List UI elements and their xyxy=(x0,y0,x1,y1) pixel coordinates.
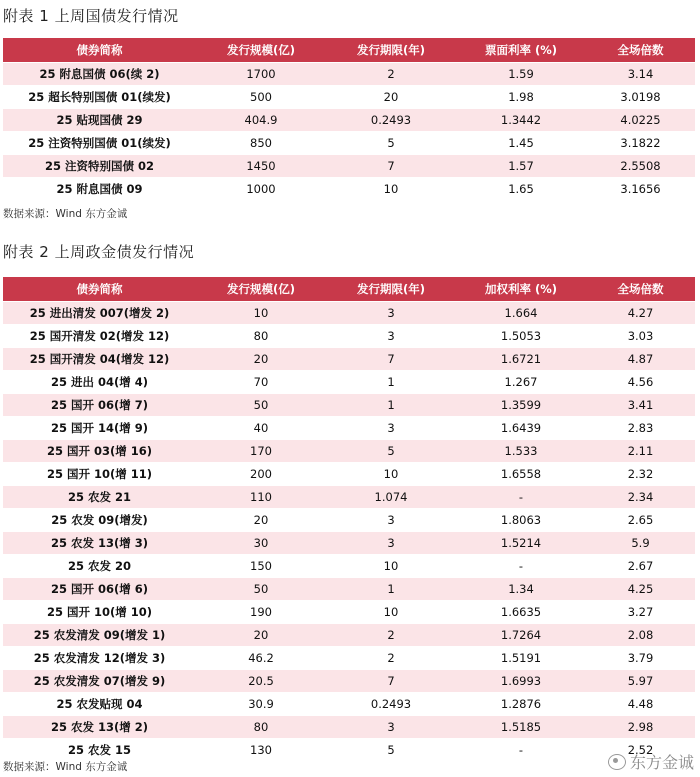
table-cell: - xyxy=(456,555,586,578)
table-cell: 10 xyxy=(326,178,456,201)
table-row xyxy=(3,348,695,371)
table-cell: 46.2 xyxy=(196,647,326,670)
bond-name-cell: 25 农发 15 xyxy=(3,739,196,762)
column-header: 全场倍数 xyxy=(586,277,695,302)
table-cell: 5.9 xyxy=(586,532,695,555)
table-cell: 4.56 xyxy=(586,371,695,394)
table-row xyxy=(3,463,695,486)
table-row xyxy=(3,440,695,463)
bond-name-cell: 25 国开 14(增 9) xyxy=(3,417,196,440)
table-cell: 1700 xyxy=(196,63,326,86)
table-cell: 20 xyxy=(196,509,326,532)
table-cell: 50 xyxy=(196,578,326,601)
bond-name-cell: 25 农发 09(增发) xyxy=(3,509,196,532)
table-row xyxy=(3,716,695,739)
table-row xyxy=(3,109,695,132)
table-row xyxy=(3,155,695,178)
table-cell: 1.5185 xyxy=(456,716,586,739)
table-cell: 1.5214 xyxy=(456,532,586,555)
header-row xyxy=(3,277,695,302)
table-cell: 170 xyxy=(196,440,326,463)
table-cell: 2.52 xyxy=(586,739,695,762)
column-header: 债券简称 xyxy=(3,38,196,63)
table-cell: 1450 xyxy=(196,155,326,178)
table-cell: 30.9 xyxy=(196,693,326,716)
table-cell: 3 xyxy=(326,716,456,739)
table-row xyxy=(3,132,695,155)
table-cell: 2 xyxy=(326,63,456,86)
column-header: 发行期限(年) xyxy=(326,38,456,63)
table-cell: 500 xyxy=(196,86,326,109)
table1-source: 数据来源：Wind 东方金诚 xyxy=(3,208,128,220)
table-cell: 130 xyxy=(196,739,326,762)
policy-bank-bond-table xyxy=(3,277,695,761)
table-cell: 1.98 xyxy=(456,86,586,109)
table-cell: 150 xyxy=(196,555,326,578)
bond-name-cell: 25 农发清发 09(增发 1) xyxy=(3,624,196,647)
table-cell: 5 xyxy=(326,739,456,762)
bond-name-cell: 25 国开 06(增 7) xyxy=(3,394,196,417)
table-cell: 1.65 xyxy=(456,178,586,201)
table-cell: 1.533 xyxy=(456,440,586,463)
table-cell: 7 xyxy=(326,348,456,371)
table-cell: 3.41 xyxy=(586,394,695,417)
table-cell: 1.7264 xyxy=(456,624,586,647)
table-cell: 80 xyxy=(196,325,326,348)
column-header: 票面利率 (%) xyxy=(456,38,586,63)
table-cell: 1.3442 xyxy=(456,109,586,132)
table-cell: 1.664 xyxy=(456,302,586,325)
table-cell: 1.3599 xyxy=(456,394,586,417)
column-header: 全场倍数 xyxy=(586,38,695,63)
table2-source: 数据来源：Wind 东方金诚 xyxy=(3,761,128,773)
table-cell: 1.6993 xyxy=(456,670,586,693)
bond-name-cell: 25 附息国债 06(续 2) xyxy=(3,63,196,86)
table-cell: 3 xyxy=(326,325,456,348)
table-cell: 0.2493 xyxy=(326,109,456,132)
table-cell: 10 xyxy=(326,601,456,624)
table-cell: 1.6558 xyxy=(456,463,586,486)
table-cell: 5 xyxy=(326,440,456,463)
table-row xyxy=(3,302,695,325)
bond-name-cell: 25 注资特别国债 01(续发) xyxy=(3,132,196,155)
table-cell: 5.97 xyxy=(586,670,695,693)
table-cell: 2.83 xyxy=(586,417,695,440)
table-row xyxy=(3,394,695,417)
table-row xyxy=(3,601,695,624)
table-cell: 3 xyxy=(326,302,456,325)
table-cell: 2.08 xyxy=(586,624,695,647)
bond-name-cell: 25 农发清发 12(增发 3) xyxy=(3,647,196,670)
table-row xyxy=(3,486,695,509)
table-cell: 30 xyxy=(196,532,326,555)
table-cell: 10 xyxy=(326,555,456,578)
table-cell: 1.57 xyxy=(456,155,586,178)
table-cell: 7 xyxy=(326,670,456,693)
table-row xyxy=(3,624,695,647)
table-cell: 5 xyxy=(326,132,456,155)
table-cell: 50 xyxy=(196,394,326,417)
table-row xyxy=(3,647,695,670)
table-cell: 1.8063 xyxy=(456,509,586,532)
table-row xyxy=(3,693,695,716)
table-row xyxy=(3,578,695,601)
table-cell: 10 xyxy=(196,302,326,325)
table-cell: 2.32 xyxy=(586,463,695,486)
treasury-bond-table xyxy=(3,38,695,200)
watermark-text: 东方金诚 xyxy=(629,753,694,772)
table-cell: 20 xyxy=(326,86,456,109)
table-cell: 3 xyxy=(326,509,456,532)
table-cell: 4.25 xyxy=(586,578,695,601)
table-cell: 110 xyxy=(196,486,326,509)
table-cell: 40 xyxy=(196,417,326,440)
table-row xyxy=(3,670,695,693)
table1-title: 附表 1 上周国债发行情况 xyxy=(3,7,179,25)
column-header: 发行规模(亿) xyxy=(196,277,326,302)
table-cell: 1.2876 xyxy=(456,693,586,716)
table-cell: 1 xyxy=(326,578,456,601)
table-cell: 3.14 xyxy=(586,63,695,86)
table-cell: 2.5508 xyxy=(586,155,695,178)
table-cell: 3.27 xyxy=(586,601,695,624)
table-cell: 1.6439 xyxy=(456,417,586,440)
table-cell: 3.79 xyxy=(586,647,695,670)
table-row xyxy=(3,739,695,762)
table-cell: - xyxy=(456,486,586,509)
column-header: 加权利率 (%) xyxy=(456,277,586,302)
table-cell: 1000 xyxy=(196,178,326,201)
table-cell: 3.1656 xyxy=(586,178,695,201)
table-cell: 2 xyxy=(326,647,456,670)
table-cell: 10 xyxy=(326,463,456,486)
bond-name-cell: 25 农发 21 xyxy=(3,486,196,509)
bond-name-cell: 25 农发清发 07(增发 9) xyxy=(3,670,196,693)
table-cell: 0.2493 xyxy=(326,693,456,716)
bond-name-cell: 25 国开清发 02(增发 12) xyxy=(3,325,196,348)
table-cell: 7 xyxy=(326,155,456,178)
table-cell: 2.34 xyxy=(586,486,695,509)
column-header: 发行规模(亿) xyxy=(196,38,326,63)
table-cell: 4.27 xyxy=(586,302,695,325)
table-cell: 1.45 xyxy=(456,132,586,155)
table-cell: 200 xyxy=(196,463,326,486)
bond-name-cell: 25 进出清发 007(增发 2) xyxy=(3,302,196,325)
weibo-icon xyxy=(608,754,626,770)
table-cell: 3 xyxy=(326,532,456,555)
bond-name-cell: 25 国开 03(增 16) xyxy=(3,440,196,463)
bond-name-cell: 25 国开 10(增 11) xyxy=(3,463,196,486)
bond-name-cell: 25 注资特别国债 02 xyxy=(3,155,196,178)
table-row xyxy=(3,509,695,532)
bond-name-cell: 25 贴现国债 29 xyxy=(3,109,196,132)
bond-name-cell: 25 进出 04(增 4) xyxy=(3,371,196,394)
table-cell: 404.9 xyxy=(196,109,326,132)
table-row xyxy=(3,555,695,578)
table-cell: 3.1822 xyxy=(586,132,695,155)
table-row xyxy=(3,325,695,348)
bond-name-cell: 25 附息国债 09 xyxy=(3,178,196,201)
column-header: 发行期限(年) xyxy=(326,277,456,302)
bond-name-cell: 25 农发 13(增 3) xyxy=(3,532,196,555)
table-cell: 2 xyxy=(326,624,456,647)
table-cell: 80 xyxy=(196,716,326,739)
table-cell: 1 xyxy=(326,371,456,394)
table-cell: 2.11 xyxy=(586,440,695,463)
table-cell: 2.65 xyxy=(586,509,695,532)
table-cell: 3.0198 xyxy=(586,86,695,109)
table-cell: 1.6721 xyxy=(456,348,586,371)
table-cell: 4.87 xyxy=(586,348,695,371)
table-cell: 1.5191 xyxy=(456,647,586,670)
column-header: 债券简称 xyxy=(3,277,196,302)
table-cell: 1.074 xyxy=(326,486,456,509)
table-cell: 3.03 xyxy=(586,325,695,348)
table-cell: 1 xyxy=(326,394,456,417)
table-cell: 2.67 xyxy=(586,555,695,578)
table-cell: 190 xyxy=(196,601,326,624)
table-cell: - xyxy=(456,739,586,762)
table-row xyxy=(3,63,695,86)
bond-name-cell: 25 农发 13(增 2) xyxy=(3,716,196,739)
table-cell: 20 xyxy=(196,624,326,647)
bond-name-cell: 25 农发 20 xyxy=(3,555,196,578)
bond-name-cell: 25 农发贴现 04 xyxy=(3,693,196,716)
table2-title: 附表 2 上周政金债发行情况 xyxy=(3,243,195,261)
watermark xyxy=(608,750,694,773)
table-cell: 2.98 xyxy=(586,716,695,739)
table-row xyxy=(3,532,695,555)
bond-name-cell: 25 国开 06(增 6) xyxy=(3,578,196,601)
table-cell: 20.5 xyxy=(196,670,326,693)
bond-name-cell: 25 国开清发 04(增发 12) xyxy=(3,348,196,371)
table-cell: 1.34 xyxy=(456,578,586,601)
table-cell: 70 xyxy=(196,371,326,394)
table-row xyxy=(3,86,695,109)
table-cell: 3 xyxy=(326,417,456,440)
table-cell: 20 xyxy=(196,348,326,371)
table-row xyxy=(3,371,695,394)
table-cell: 1.5053 xyxy=(456,325,586,348)
table-cell: 850 xyxy=(196,132,326,155)
bond-name-cell: 25 超长特别国债 01(续发) xyxy=(3,86,196,109)
bond-name-cell: 25 国开 10(增 10) xyxy=(3,601,196,624)
table-row xyxy=(3,178,695,201)
table-cell: 4.0225 xyxy=(586,109,695,132)
table-cell: 1.59 xyxy=(456,63,586,86)
table-cell: 4.48 xyxy=(586,693,695,716)
header-row xyxy=(3,38,695,63)
table-cell: 1.6635 xyxy=(456,601,586,624)
table-cell: 1.267 xyxy=(456,371,586,394)
table-row xyxy=(3,417,695,440)
